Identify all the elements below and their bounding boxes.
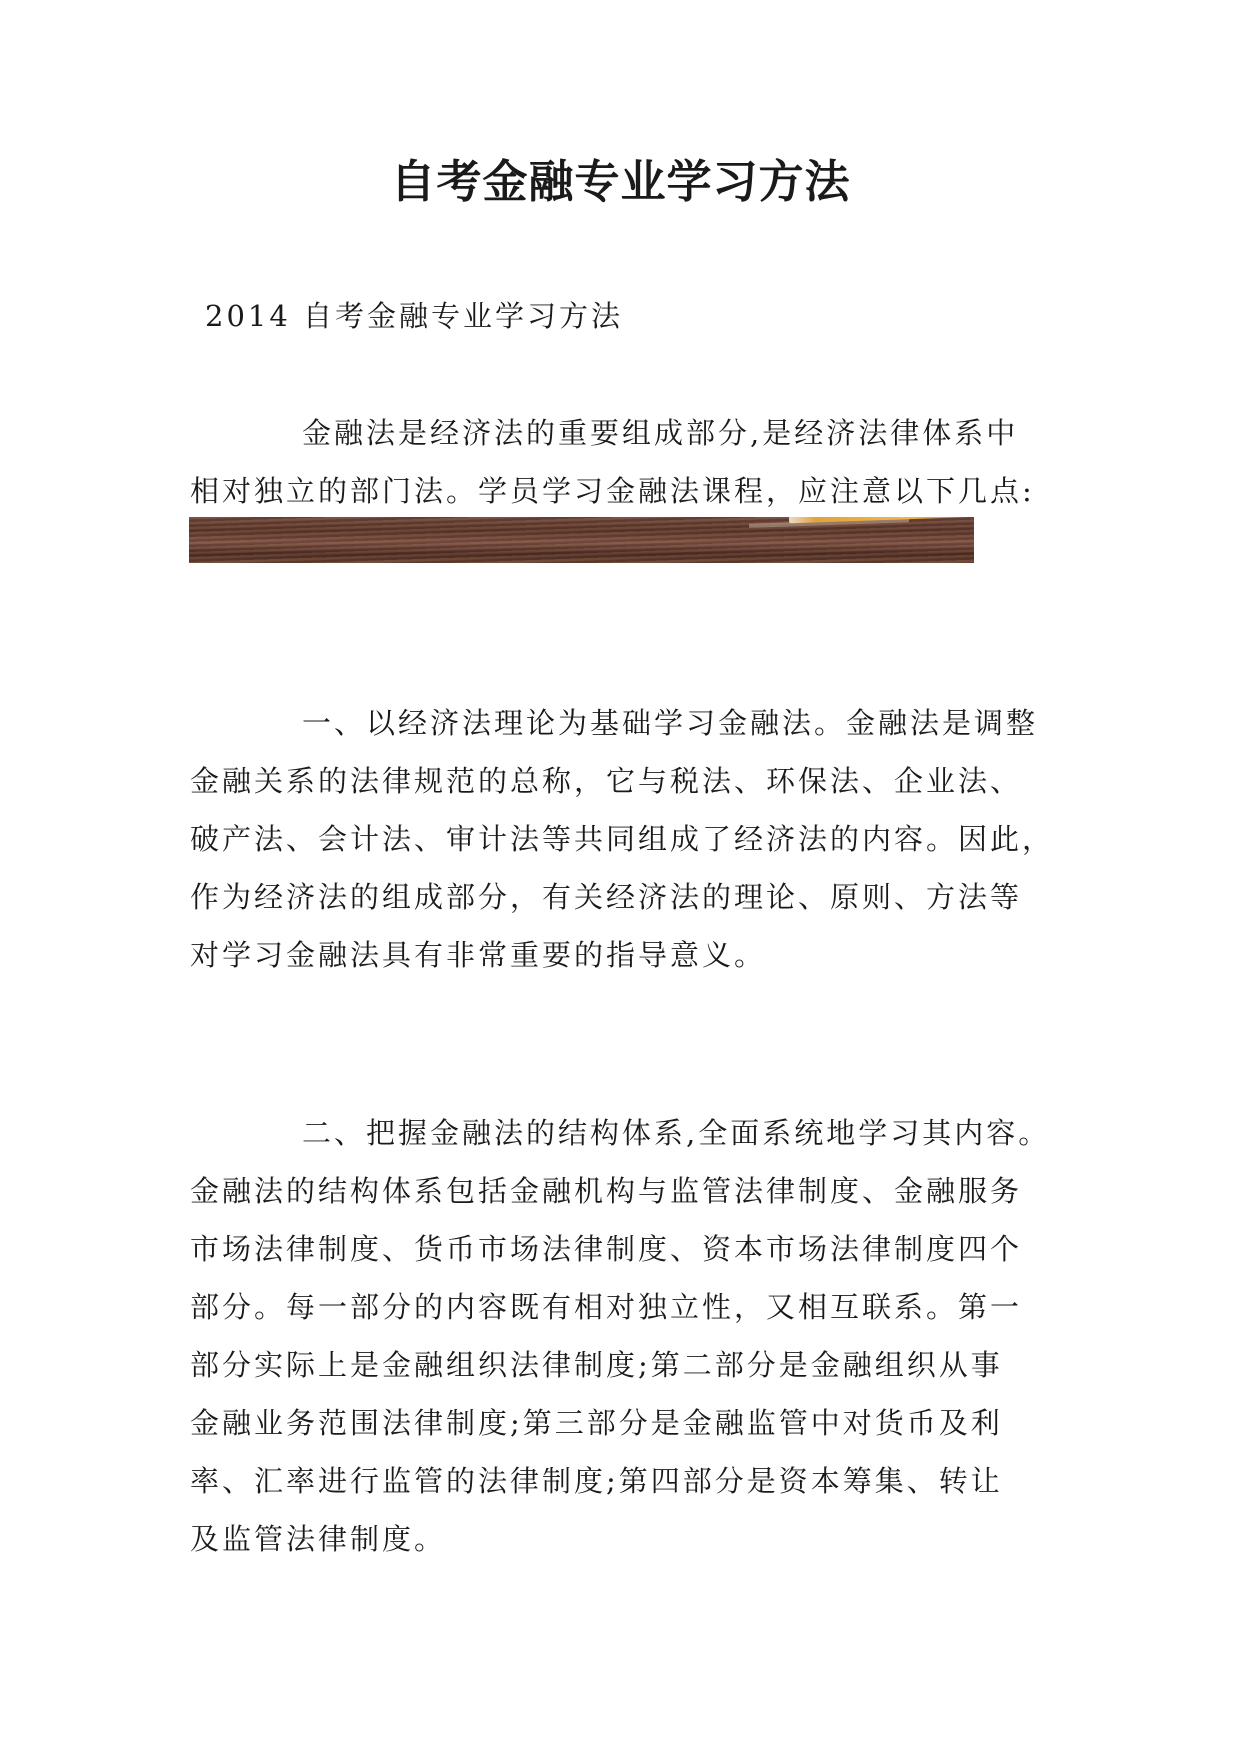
section-one-line: 对学习金融法具有非常重要的指导意义。 (190, 938, 767, 972)
section-two-line: 市场法律制度、货币市场法律制度、资本市场法律制度四个 (190, 1232, 1023, 1266)
wooden-desk-photo-strip (189, 517, 974, 563)
section-two-line: 部分实际上是金融组织法律制度;第二部分是金融组织从事 (190, 1348, 1003, 1382)
intro-line: 相对独立的部门法。学员学习金融法课程，应注意以下几点: (190, 474, 1035, 508)
section-one-line: 破产法、会计法、审计法等共同组成了经济法的内容。因此， (190, 822, 1055, 856)
section-one-line: 作为经济法的组成部分，有关经济法的理论、原则、方法等 (190, 880, 1023, 914)
section-one-paragraph (190, 694, 1070, 984)
section-two-paragraph (190, 1104, 1070, 1568)
intro-paragraph (190, 404, 1070, 520)
section-two-line: 率、汇率进行监管的法律制度;第四部分是资本筹集、转让 (190, 1464, 1003, 1498)
section-two-line: 部分。每一部分的内容既有相对独立性，又相互联系。第一 (190, 1290, 1023, 1324)
section-one-line: 金融关系的法律规范的总称，它与税法、环保法、企业法、 (190, 764, 1023, 798)
section-two-line: 及监管法律制度。 (190, 1522, 447, 1556)
section-two-line: 金融业务范围法律制度;第三部分是金融监管中对货币及利 (190, 1406, 1003, 1440)
subtitle: 2014 自考金融专业学习方法 (205, 299, 624, 333)
intro-line: 金融法是经济法的重要组成部分,是经济法律体系中 (302, 416, 1019, 450)
section-two-line: 金融法的结构体系包括金融机构与监管法律制度、金融服务 (190, 1174, 1023, 1208)
section-one-line: 一、以经济法理论为基础学习金融法。金融法是调整 (302, 706, 1039, 740)
page-title: 自考金融专业学习方法 (390, 155, 851, 208)
section-two-line: 二、把握金融法的结构体系,全面系统地学习其内容。 (302, 1116, 1051, 1150)
